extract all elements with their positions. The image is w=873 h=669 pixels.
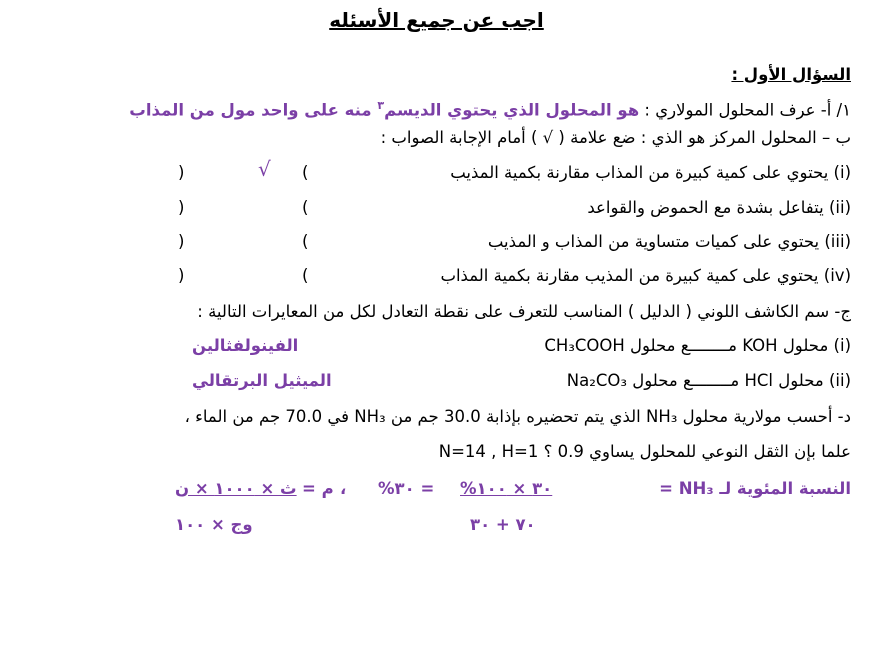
q1c-item-base: HCl bbox=[744, 371, 773, 390]
q1b-check-symbol: √ bbox=[542, 128, 554, 147]
calc-molarity-numerator: ث × ١٠٠٠ × ن bbox=[175, 479, 297, 498]
paren-close: ) bbox=[178, 163, 185, 182]
paren-open: ( bbox=[302, 163, 309, 182]
q1c-item-prefix: (ii) محلول bbox=[773, 371, 851, 390]
q1d-value: 30.0 bbox=[444, 407, 481, 426]
q1d-formula: NH₃ bbox=[645, 407, 678, 426]
question1-heading: السؤال الأول : bbox=[731, 65, 851, 84]
paren-open: ( bbox=[302, 266, 309, 285]
q1d-text: جم من الماء ، bbox=[184, 407, 286, 426]
q1c-prompt: ج- سم الكاشف اللوني ( الدليل ) المناسب للتعرف على نقطة التعادل لكل من المعايرات التالية : bbox=[197, 302, 851, 321]
q1c-item bbox=[22, 333, 851, 359]
calc-molarity-label: م = bbox=[302, 479, 334, 498]
q1d-text: ؟ bbox=[538, 442, 558, 461]
q1c-item-answer: الميثيل البرتقالي bbox=[192, 371, 332, 390]
q1c-item-base: KOH bbox=[742, 336, 778, 355]
q1a-answer-part1: هو المحلول الذي يحتوي الديسم bbox=[384, 100, 640, 120]
calc-molarity-denominator: وج × ١٠٠ bbox=[175, 515, 253, 534]
q1b-prompt-part1: ب – المحلول المركز هو الذي : ضع علامة ( bbox=[553, 128, 851, 147]
q1a-superscript: ٣ bbox=[377, 99, 385, 112]
page-title: اجب عن جميع الأسئله bbox=[329, 8, 544, 32]
q1d-text: علما بإن الثقل النوعي للمحلول يساوي bbox=[583, 442, 851, 461]
q1d-value: 0.9 bbox=[557, 442, 584, 461]
q1d-text: د- أحسب مولارية محلول bbox=[677, 407, 851, 426]
calc-separator: ، bbox=[340, 479, 347, 498]
calc-formula: NH₃ bbox=[678, 479, 714, 498]
q1d-value: 70.0 bbox=[285, 407, 323, 426]
q1d-line2 bbox=[22, 439, 851, 465]
calc-fraction-numerator: ٣٠ × ١٠٠% bbox=[460, 479, 553, 498]
q1c-item-mid: مــــــــع محلول bbox=[626, 371, 745, 390]
calc-label: النسبة المئوية لـ bbox=[713, 479, 851, 498]
q1a-line bbox=[22, 93, 851, 124]
q1c-item-answer: الفينولفثالين bbox=[192, 336, 299, 355]
q1c-item-prefix: (i) محلول bbox=[777, 336, 851, 355]
q1d-line1 bbox=[22, 404, 851, 430]
q1c-item bbox=[22, 368, 851, 394]
paren-close: ) bbox=[178, 232, 185, 251]
calc-percent-label bbox=[659, 476, 851, 502]
q1c-item-acid: Na₂CO₃ bbox=[566, 371, 627, 390]
q1b-option: (iv) يحتوي على كمية كبيرة من المذيب مقارنة بكمية المذاب bbox=[440, 266, 851, 285]
q1d-text: في bbox=[322, 407, 355, 426]
q1d-formula: NH₃ bbox=[354, 407, 386, 426]
q1d-atomic-masses: N=14 , H=1 bbox=[438, 442, 539, 461]
q1b-prompt bbox=[22, 125, 851, 151]
paren-close: ) bbox=[178, 198, 185, 217]
q1b-option: (i) يحتوي على كمية كبيرة من المذاب مقارنة بكمية المذيب bbox=[450, 163, 851, 182]
q1b-option: (ii) يتفاعل بشدة مع الحموض والقواعد bbox=[587, 198, 851, 217]
q1d-text: الذي يتم تحضيره بإذابة bbox=[480, 407, 646, 426]
paren-open: ( bbox=[302, 232, 309, 251]
calc-fraction-denominator: ٧٠ + ٣٠ bbox=[470, 515, 536, 534]
q1d-text: جم من bbox=[385, 407, 444, 426]
paren-close: ) bbox=[178, 266, 185, 285]
q1b-prompt-part2: ) أمام الإجابة الصواب : bbox=[380, 128, 543, 147]
check-mark: √ bbox=[258, 157, 271, 181]
q1c-item-mid: مــــــــع محلول bbox=[624, 336, 743, 355]
calc-result: = ٣٠% bbox=[378, 479, 435, 498]
paren-open: ( bbox=[302, 198, 309, 217]
q1c-item-acid: CH₃COOH bbox=[544, 336, 625, 355]
q1b-option: (iii) يحتوي على كميات متساوية من المذاب و المذيب bbox=[487, 232, 851, 251]
q1a-answer-part2: منه على واحد مول من المذاب bbox=[129, 100, 378, 120]
calc-equals: = bbox=[659, 479, 679, 498]
q1a-prefix: ١/ أ- عرف المحلول المولاري : bbox=[639, 100, 851, 120]
